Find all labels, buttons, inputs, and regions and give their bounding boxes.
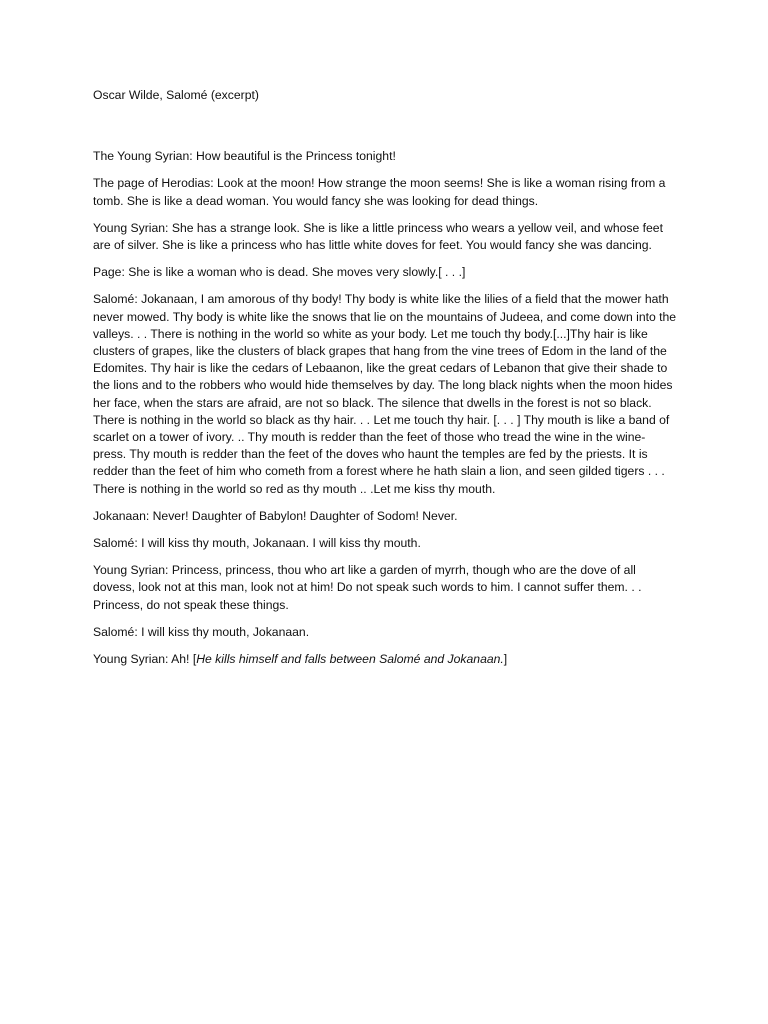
paragraph: Young Syrian: Princess, princess, thou who art like a garden of myrrh, though who are the dove of all dovess, look not at this man, look not at him! Do not speak such words to him. I cannot suffer them. . . Princess, do not speak these things. [93, 563, 642, 612]
paragraph: Salomé: I will kiss thy mouth, Jokanaan. [93, 624, 310, 639]
final-paragraph-prefix: Young Syrian: Ah! [ [93, 652, 197, 667]
stage-direction: He kills himself and falls between Salomé and Jokanaan. [196, 652, 504, 667]
paragraph: Salomé: I will kiss thy mouth, Jokanaan. I will kiss thy mouth. [93, 536, 421, 551]
document-title: Oscar Wilde, Salomé (excerpt) [93, 88, 259, 102]
document-body [93, 87, 678, 678]
paragraph: The page of Herodias: Look at the moon! How strange the moon seems! She is like a woman rising from a tomb. She is like a dead woman. You would fancy she was looking for dead things. [93, 176, 666, 208]
paragraph: Salomé: Jokanaan, I am amorous of thy body! Thy body is white like the lilies of a field that the mower hath never mowed. Thy body is white like the snows that lie on the mountains of Judeea, and come down into the valleys. . . There is nothing in the world so white as your body. Let me touch thy body.[...]Thy hair is like clusters of grapes, like the clusters of black grapes that hang from the vine trees of Edom in the land of the Edomites. Thy hair is like the cedars of Lebaanon, like the great cedars of Lebanon that give their shade to the lions and to the robbers who would hide themselves by day. The long black nights when the moon hides her face, when the stars are afraid, are not so black. The silence that dwells in the forest is not so black. There is nothing in the world so black as thy hair. . . Let me touch thy hair. [. . . ] Thy mouth is like a band of scarlet on a tower of ivory. .. Thy mouth is redder than the feet of those who tread the wine in the wine-press. Thy mouth is redder than the feet of the doves who haunt the temples are fed by the priests. It is redder than the feet of him who cometh from a forest where he hath slain a lion, and seen gilded tigers . . . There is nothing in the world so red as thy mouth .. .Let me kiss thy mouth. [93, 292, 677, 496]
paragraph: Young Syrian: She has a strange look. She is like a little princess who wears a yellow veil, and whose feet are of silver. She is like a princess who has little white doves for feet. You would fancy she was dancing. [93, 220, 663, 253]
final-paragraph-suffix: ] [503, 652, 508, 667]
paragraph: Page: She is like a woman who is dead. She moves very slowly.[ . . .] [93, 265, 466, 280]
final-paragraph [93, 651, 678, 668]
paragraph: The Young Syrian: How beautiful is the Princess tonight! [93, 149, 396, 164]
paragraph: Jokanaan: Never! Daughter of Babylon! Daughter of Sodom! Never. [93, 508, 458, 523]
